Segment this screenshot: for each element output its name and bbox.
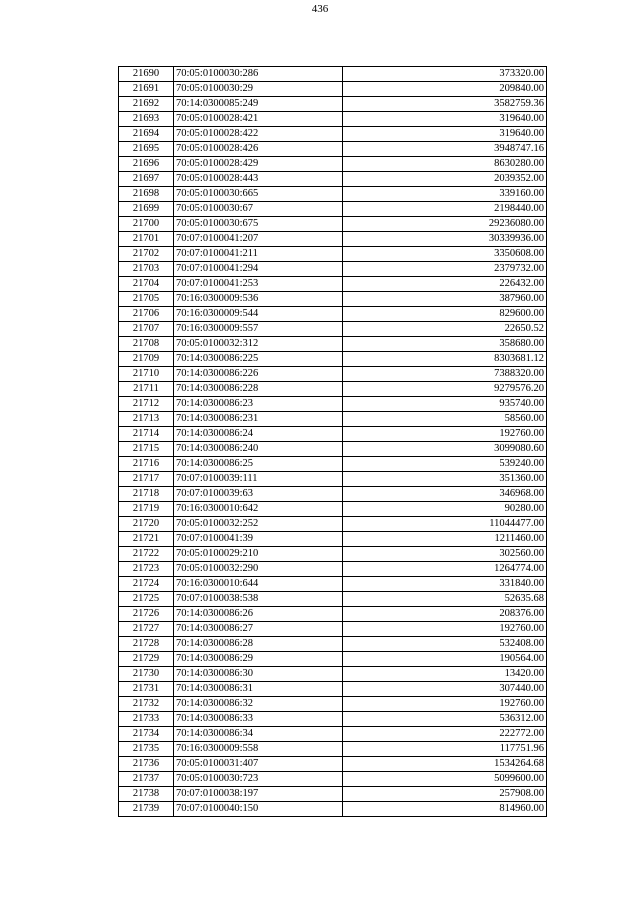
value-cell: 351360.00 (343, 472, 547, 487)
cadastral-number-cell: 70:14:0300086:28 (174, 637, 343, 652)
row-number-cell: 21704 (119, 277, 174, 292)
row-number-cell: 21729 (119, 652, 174, 667)
cadastral-number-cell: 70:14:0300086:240 (174, 442, 343, 457)
table-row (119, 187, 547, 202)
table-row (119, 232, 547, 247)
cadastral-number-cell: 70:07:0100041:253 (174, 277, 343, 292)
cadastral-number-cell: 70:05:0100028:426 (174, 142, 343, 157)
row-number-cell: 21714 (119, 427, 174, 442)
row-number-cell: 21725 (119, 592, 174, 607)
registry-table (118, 66, 547, 817)
cadastral-number-cell: 70:14:0300086:34 (174, 727, 343, 742)
value-cell: 3948747.16 (343, 142, 547, 157)
table-row (119, 577, 547, 592)
value-cell: 8303681.12 (343, 352, 547, 367)
value-cell: 190564.00 (343, 652, 547, 667)
value-cell: 814960.00 (343, 802, 547, 817)
row-number-cell: 21702 (119, 247, 174, 262)
table-row (119, 502, 547, 517)
value-cell: 373320.00 (343, 67, 547, 82)
table-row (119, 652, 547, 667)
value-cell: 536312.00 (343, 712, 547, 727)
row-number-cell: 21705 (119, 292, 174, 307)
value-cell: 226432.00 (343, 277, 547, 292)
cadastral-number-cell: 70:05:0100032:252 (174, 517, 343, 532)
table-row (119, 292, 547, 307)
cadastral-number-cell: 70:05:0100028:429 (174, 157, 343, 172)
registry-table-body (119, 67, 547, 817)
table-row (119, 472, 547, 487)
value-cell: 339160.00 (343, 187, 547, 202)
row-number-cell: 21735 (119, 742, 174, 757)
value-cell: 257908.00 (343, 787, 547, 802)
cadastral-number-cell: 70:07:0100038:538 (174, 592, 343, 607)
table-row (119, 337, 547, 352)
cadastral-number-cell: 70:14:0300085:249 (174, 97, 343, 112)
row-number-cell: 21692 (119, 97, 174, 112)
table-row (119, 667, 547, 682)
cadastral-number-cell: 70:14:0300086:30 (174, 667, 343, 682)
value-cell: 222772.00 (343, 727, 547, 742)
value-cell: 3350608.00 (343, 247, 547, 262)
value-cell: 52635.68 (343, 592, 547, 607)
cadastral-number-cell: 70:16:0300009:558 (174, 742, 343, 757)
table-row (119, 442, 547, 457)
table-row (119, 427, 547, 442)
value-cell: 9279576.20 (343, 382, 547, 397)
value-cell: 2198440.00 (343, 202, 547, 217)
value-cell: 13420.00 (343, 667, 547, 682)
cadastral-number-cell: 70:16:0300009:557 (174, 322, 343, 337)
table-row (119, 352, 547, 367)
table-row (119, 607, 547, 622)
cadastral-number-cell: 70:05:0100028:443 (174, 172, 343, 187)
table-row (119, 382, 547, 397)
value-cell: 58560.00 (343, 412, 547, 427)
row-number-cell: 21710 (119, 367, 174, 382)
table-row (119, 727, 547, 742)
table-row (119, 262, 547, 277)
row-number-cell: 21695 (119, 142, 174, 157)
table-row (119, 772, 547, 787)
row-number-cell: 21719 (119, 502, 174, 517)
row-number-cell: 21737 (119, 772, 174, 787)
value-cell: 29236080.00 (343, 217, 547, 232)
cadastral-number-cell: 70:05:0100030:29 (174, 82, 343, 97)
row-number-cell: 21711 (119, 382, 174, 397)
value-cell: 5099600.00 (343, 772, 547, 787)
cadastral-number-cell: 70:07:0100041:39 (174, 532, 343, 547)
row-number-cell: 21736 (119, 757, 174, 772)
cadastral-number-cell: 70:14:0300086:27 (174, 622, 343, 637)
table-row (119, 202, 547, 217)
value-cell: 8630280.00 (343, 157, 547, 172)
row-number-cell: 21696 (119, 157, 174, 172)
row-number-cell: 21723 (119, 562, 174, 577)
value-cell: 2039352.00 (343, 172, 547, 187)
table-row (119, 742, 547, 757)
table-row (119, 697, 547, 712)
table-row (119, 247, 547, 262)
table-row (119, 562, 547, 577)
value-cell: 319640.00 (343, 112, 547, 127)
row-number-cell: 21693 (119, 112, 174, 127)
table-row (119, 787, 547, 802)
table-row (119, 322, 547, 337)
table-row (119, 412, 547, 427)
table-row (119, 802, 547, 817)
cadastral-number-cell: 70:07:0100041:294 (174, 262, 343, 277)
row-number-cell: 21707 (119, 322, 174, 337)
table-row (119, 682, 547, 697)
table-row (119, 592, 547, 607)
row-number-cell: 21716 (119, 457, 174, 472)
cadastral-number-cell: 70:14:0300086:26 (174, 607, 343, 622)
cadastral-number-cell: 70:14:0300086:32 (174, 697, 343, 712)
value-cell: 3099080.60 (343, 442, 547, 457)
row-number-cell: 21722 (119, 547, 174, 562)
cadastral-number-cell: 70:16:0300009:536 (174, 292, 343, 307)
table-row (119, 532, 547, 547)
table-row (119, 487, 547, 502)
table-row (119, 622, 547, 637)
table-row (119, 142, 547, 157)
table-row (119, 112, 547, 127)
row-number-cell: 21715 (119, 442, 174, 457)
row-number-cell: 21727 (119, 622, 174, 637)
value-cell: 22650.52 (343, 322, 547, 337)
cadastral-number-cell: 70:07:0100040:150 (174, 802, 343, 817)
cadastral-number-cell: 70:05:0100030:286 (174, 67, 343, 82)
row-number-cell: 21717 (119, 472, 174, 487)
table-row (119, 67, 547, 82)
value-cell: 11044477.00 (343, 517, 547, 532)
table-row (119, 307, 547, 322)
value-cell: 192760.00 (343, 697, 547, 712)
value-cell: 192760.00 (343, 622, 547, 637)
value-cell: 30339936.00 (343, 232, 547, 247)
row-number-cell: 21718 (119, 487, 174, 502)
cadastral-number-cell: 70:14:0300086:29 (174, 652, 343, 667)
value-cell: 1534264.68 (343, 757, 547, 772)
cadastral-number-cell: 70:07:0100039:111 (174, 472, 343, 487)
cadastral-number-cell: 70:05:0100032:312 (174, 337, 343, 352)
value-cell: 307440.00 (343, 682, 547, 697)
table-row (119, 127, 547, 142)
value-cell: 387960.00 (343, 292, 547, 307)
row-number-cell: 21690 (119, 67, 174, 82)
table-row (119, 157, 547, 172)
table-row (119, 97, 547, 112)
cadastral-number-cell: 70:05:0100029:210 (174, 547, 343, 562)
cadastral-number-cell: 70:07:0100039:63 (174, 487, 343, 502)
row-number-cell: 21699 (119, 202, 174, 217)
table-row (119, 82, 547, 97)
page-number: 436 (311, 3, 329, 15)
table-row (119, 517, 547, 532)
value-cell: 192760.00 (343, 427, 547, 442)
value-cell: 1264774.00 (343, 562, 547, 577)
cadastral-number-cell: 70:07:0100038:197 (174, 787, 343, 802)
table-row (119, 277, 547, 292)
table-row (119, 547, 547, 562)
row-number-cell: 21734 (119, 727, 174, 742)
value-cell: 3582759.36 (343, 97, 547, 112)
row-number-cell: 21709 (119, 352, 174, 367)
cadastral-number-cell: 70:16:0300010:644 (174, 577, 343, 592)
value-cell: 117751.96 (343, 742, 547, 757)
value-cell: 935740.00 (343, 397, 547, 412)
cadastral-number-cell: 70:05:0100030:67 (174, 202, 343, 217)
row-number-cell: 21691 (119, 82, 174, 97)
value-cell: 532408.00 (343, 637, 547, 652)
row-number-cell: 21721 (119, 532, 174, 547)
cadastral-number-cell: 70:14:0300086:228 (174, 382, 343, 397)
cadastral-number-cell: 70:07:0100041:211 (174, 247, 343, 262)
cadastral-number-cell: 70:05:0100032:290 (174, 562, 343, 577)
cadastral-number-cell: 70:05:0100028:421 (174, 112, 343, 127)
row-number-cell: 21738 (119, 787, 174, 802)
row-number-cell: 21731 (119, 682, 174, 697)
cadastral-number-cell: 70:14:0300086:33 (174, 712, 343, 727)
row-number-cell: 21697 (119, 172, 174, 187)
cadastral-number-cell: 70:14:0300086:24 (174, 427, 343, 442)
table-row (119, 367, 547, 382)
table-row (119, 712, 547, 727)
cadastral-number-cell: 70:16:0300009:544 (174, 307, 343, 322)
row-number-cell: 21732 (119, 697, 174, 712)
table-row (119, 457, 547, 472)
cadastral-number-cell: 70:05:0100030:675 (174, 217, 343, 232)
row-number-cell: 21739 (119, 802, 174, 817)
value-cell: 1211460.00 (343, 532, 547, 547)
value-cell: 302560.00 (343, 547, 547, 562)
cadastral-number-cell: 70:14:0300086:231 (174, 412, 343, 427)
value-cell: 2379732.00 (343, 262, 547, 277)
table-row (119, 217, 547, 232)
value-cell: 7388320.00 (343, 367, 547, 382)
cadastral-number-cell: 70:14:0300086:31 (174, 682, 343, 697)
value-cell: 829600.00 (343, 307, 547, 322)
row-number-cell: 21700 (119, 217, 174, 232)
value-cell: 539240.00 (343, 457, 547, 472)
row-number-cell: 21701 (119, 232, 174, 247)
value-cell: 209840.00 (343, 82, 547, 97)
row-number-cell: 21706 (119, 307, 174, 322)
value-cell: 90280.00 (343, 502, 547, 517)
value-cell: 358680.00 (343, 337, 547, 352)
table-row (119, 397, 547, 412)
value-cell: 346968.00 (343, 487, 547, 502)
row-number-cell: 21694 (119, 127, 174, 142)
row-number-cell: 21720 (119, 517, 174, 532)
table-row (119, 757, 547, 772)
table-row (119, 172, 547, 187)
value-cell: 208376.00 (343, 607, 547, 622)
row-number-cell: 21712 (119, 397, 174, 412)
cadastral-number-cell: 70:05:0100030:723 (174, 772, 343, 787)
table-row (119, 637, 547, 652)
cadastral-number-cell: 70:05:0100031:407 (174, 757, 343, 772)
cadastral-number-cell: 70:05:0100028:422 (174, 127, 343, 142)
row-number-cell: 21726 (119, 607, 174, 622)
cadastral-number-cell: 70:14:0300086:225 (174, 352, 343, 367)
row-number-cell: 21728 (119, 637, 174, 652)
cadastral-number-cell: 70:14:0300086:23 (174, 397, 343, 412)
row-number-cell: 21713 (119, 412, 174, 427)
row-number-cell: 21724 (119, 577, 174, 592)
value-cell: 331840.00 (343, 577, 547, 592)
row-number-cell: 21733 (119, 712, 174, 727)
cadastral-number-cell: 70:16:0300010:642 (174, 502, 343, 517)
row-number-cell: 21708 (119, 337, 174, 352)
cadastral-number-cell: 70:07:0100041:207 (174, 232, 343, 247)
row-number-cell: 21698 (119, 187, 174, 202)
row-number-cell: 21703 (119, 262, 174, 277)
row-number-cell: 21730 (119, 667, 174, 682)
value-cell: 319640.00 (343, 127, 547, 142)
cadastral-number-cell: 70:14:0300086:25 (174, 457, 343, 472)
cadastral-number-cell: 70:05:0100030:665 (174, 187, 343, 202)
cadastral-number-cell: 70:14:0300086:226 (174, 367, 343, 382)
